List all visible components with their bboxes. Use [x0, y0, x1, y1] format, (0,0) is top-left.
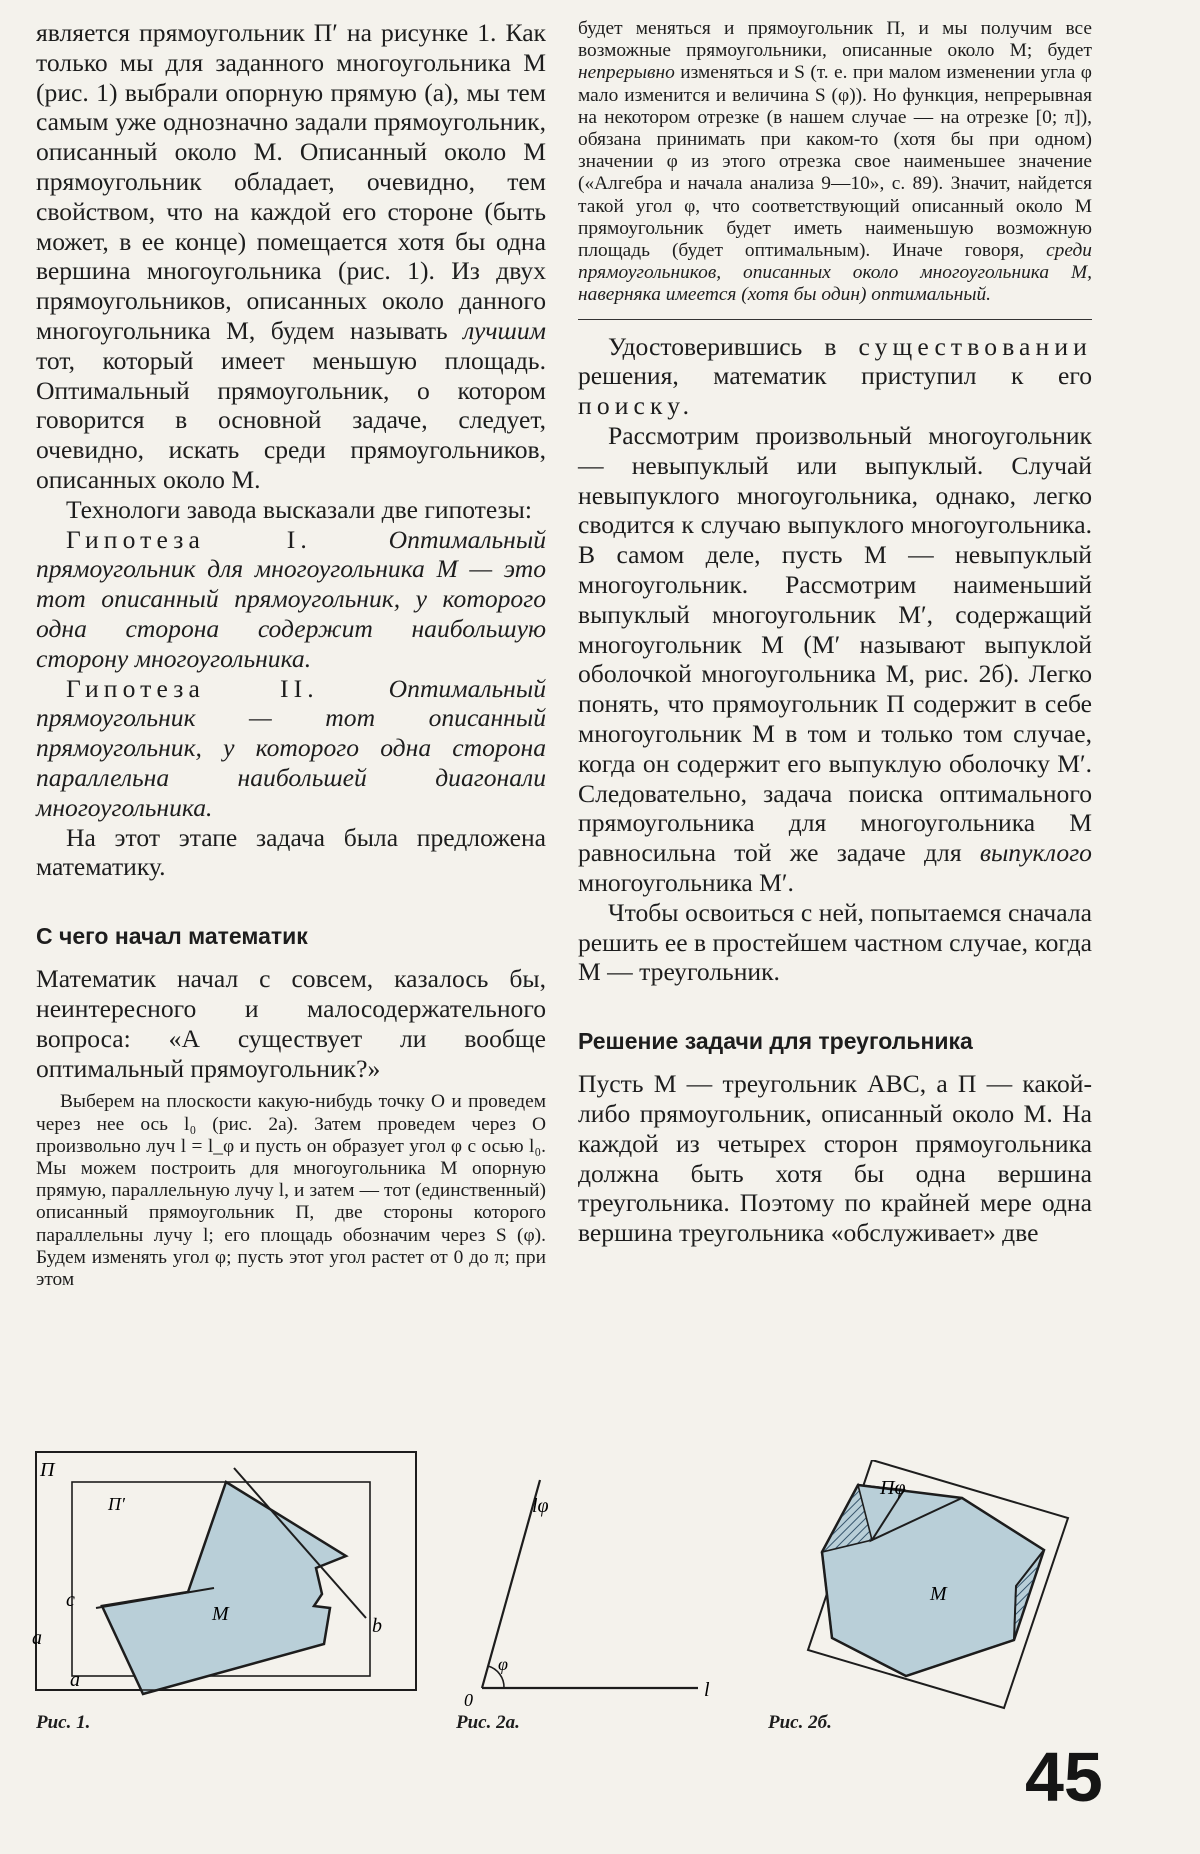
hypothesis-2-label: Гипотеза II.	[66, 673, 319, 703]
left-paragraph-3: На этот этапе задача была предложена математику.	[36, 822, 546, 882]
right-paragraph-3: Чтобы освоиться с ней, попытаемся сначала решить ее в простейшем частном случае, когда M — треугольник.	[578, 897, 1092, 987]
figure-2b	[796, 1460, 1086, 1710]
hypothesis-1-label: Гипотеза I.	[66, 524, 312, 554]
section-title-right: Решение задачи для треугольника	[578, 1028, 973, 1055]
right-small-paragraph: будет меняться и прямоугольник П, и мы получим все возможные прямоугольники, описанные около M; будет непрерывно изменяться и S (т. е. при малом изменении угла φ мало изменится и величина S (φ)). Но функция, непрерывная на некотором отрезке (в нашем случае — на отрезке [0; π]), обязана принимать при каком-то (хотя бы при одном) значении φ из этого отрезка свое наименьшее значение («Алгебра и начала анализа 9—10», с. 89). Значит, найдется такой угол φ, что соответствующий описанный около M прямоугольник будет иметь наименьшую возможную площадь (будет оптимальным). Иначе говоря, среди прямоугольников, описанных около многоугольника M, наверняка имеется (хотя бы один) оптимальный.	[578, 18, 1092, 306]
section-title-left: С чего начал математик	[36, 923, 308, 950]
left-paragraph-1: является прямоугольник П′ на рисунке 1. Как только мы для заданного многоугольника M (рис. 1) выбрали опорную прямую (a), мы тем самым уже однозначно задали прямоугольник, описанный около M. Описанный около M прямоугольник обладает, очевидно, тем свойством, что на каждой его стороне (быть может, в ее конце) помещается хотя бы одна вершина многоугольника (рис. 1). Из двух прямоугольников, описанных около данного многоугольника M, будем называть лучшим тот, который имеет меньшую площадь. Оптимальный прямоугольник, о котором говорится в основной задаче, следует, очевидно, искать среди прямоугольников, описанных около M.	[36, 18, 546, 494]
label-angle: φ	[498, 1654, 508, 1674]
label-a-bottom: a	[70, 1669, 80, 1691]
polygon-m	[102, 1482, 346, 1694]
label-axis: l	[704, 1679, 710, 1701]
left-paragraph-4: Математик начал с совсем, казалось бы, неинтересного и малосодержательного вопроса: «А существует ли вообще оптимальный прямоугольник?»	[36, 964, 546, 1083]
hypothesis-1-text: Оптимальный прямоугольник для многоугольника M — это тот описанный прямоугольник, у которого одна сторона содержит наибольшую сторону многоугольника.	[36, 524, 546, 673]
label-c: c	[66, 1589, 75, 1611]
left-column	[36, 18, 546, 1291]
divider	[578, 319, 1092, 332]
label-rect-phi: Пφ	[880, 1477, 906, 1499]
right-column	[578, 18, 1092, 1248]
page-number: 45	[1025, 1738, 1103, 1816]
label-a-left: a	[32, 1627, 42, 1649]
right-paragraph-1: Удостоверившись в существовании решения, математик приступил к его поиску.	[578, 331, 1092, 421]
figure-1	[26, 1448, 426, 1710]
figure-2a	[454, 1470, 734, 1710]
right-paragraph-2: Рассмотрим произвольный многоугольник — невыпуклый или выпуклый. Случай невыпуклого многоугольника, однако, легко сводится к случаю выпуклого многоугольника. В самом деле, пусть M — невыпуклый многоугольник. Рассмотрим наименьший выпуклый многоугольник M′, содержащий многоугольник M (M′ называют выпуклой оболочкой многоугольника M, рис. 2б). Легко понять, что прямоугольник П содержит в себе многоугольник M в том и только том случае, когда он содержит его выпуклую оболочку M′. Следовательно, задача поиска оптимального прямоугольника для многоугольника M равносильна той же задаче для выпуклого многоугольника M′.	[578, 421, 1092, 897]
label-polygon-m: M	[930, 1583, 947, 1605]
hypothesis-1	[36, 525, 546, 674]
emphasis-best: лучшим	[463, 315, 546, 345]
left-paragraph-2: Технологи завода высказали две гипотезы:	[66, 494, 532, 524]
left-small-paragraph: Выберем на плоскости какую-нибудь точку O и проведем через нее ось l₀ (рис. 2a). Затем проведем через O произвольно луч l = l_φ и пусть он образует угол φ с осью l₀. Мы можем построить для многоугольника M опорную прямую, параллельную лучу l, и затем — тот (единственный) описанный прямоугольник П, две стороны которого параллельны лучу l; его площадь обозначим через S (φ). Будем изменять угол φ; пусть этот угол растет от 0 до π; при этом	[36, 1091, 546, 1290]
right-paragraph-4: Пусть M — треугольник ABC, а П — какой-либо прямоугольник, описанный около M. На каждой из четырех сторон прямоугольника должна быть хотя бы одна вершина треугольника. Поэтому по крайней мере одна вершина треугольника «обслуживает» две	[578, 1069, 1092, 1248]
label-outer-rect: П	[40, 1459, 55, 1481]
label-ray: lφ	[532, 1495, 549, 1517]
caption-fig-2b: Рис. 2б.	[768, 1712, 832, 1733]
label-origin: 0	[464, 1690, 473, 1710]
label-b: b	[372, 1615, 382, 1637]
label-polygon-m: M	[212, 1603, 229, 1625]
caption-fig-1: Рис. 1.	[36, 1712, 91, 1733]
emphasis-continuously: непрерывно	[578, 62, 675, 84]
emphasis-optimal-exists: среди прямоугольников, описанных около многоугольника M, наверняка имеется (хотя бы один) оптимальный.	[578, 240, 1092, 306]
hypothesis-2-text: Оптимальный прямоугольник — тот описанный прямоугольник, у которого одна сторона параллельна наибольшей диагонали многоугольника.	[36, 673, 546, 822]
caption-fig-2a: Рис. 2a.	[456, 1712, 520, 1733]
label-inner-rect: П′	[108, 1494, 125, 1514]
hypothesis-2	[36, 674, 546, 823]
